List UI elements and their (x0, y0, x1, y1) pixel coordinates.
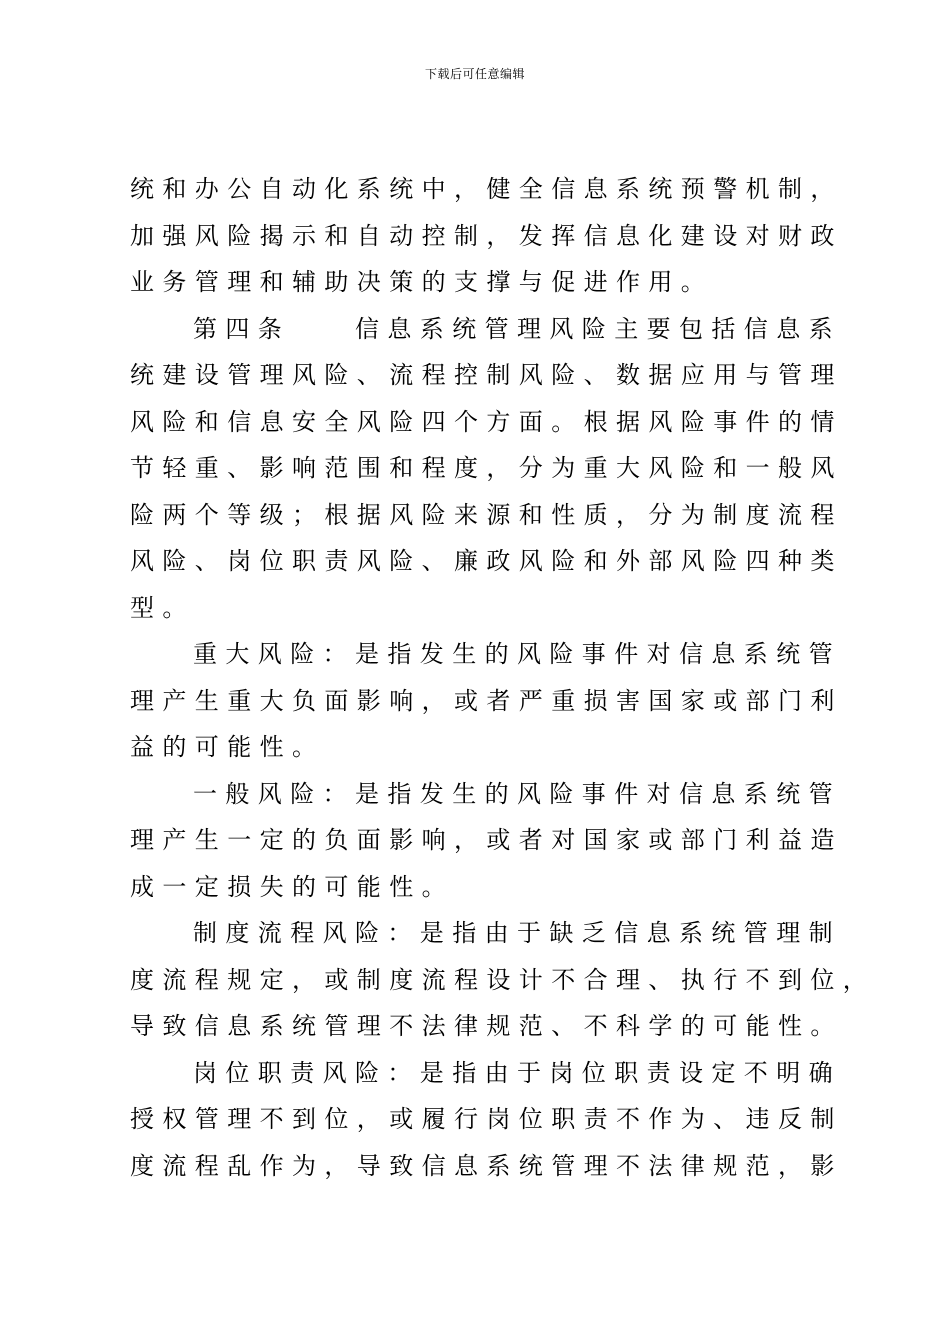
text-line: 业务管理和辅助决策的支撑与促进作用。 (130, 268, 714, 296)
text-line: 成一定损失的可能性。 (130, 872, 454, 901)
text-line: 节轻重、影响范围和程度，分为重大风险和一般风 (130, 454, 843, 482)
text-line: 度流程规定，或制度流程设计不合理、执行不到位， (130, 965, 876, 994)
text-line: 风险、岗位职责风险、廉政风险和外部风险四种类 (130, 547, 843, 575)
paragraph-first-line: 岗位职责风险：是指由于岗位职责设定不明确 (193, 1058, 841, 1087)
text-line: 益的可能性。 (130, 733, 325, 761)
text-line: 度流程乱作为，导致信息系统管理不法律规范，影 (130, 1151, 843, 1180)
text-line: 理产生重大负面影响，或者严重损害国家或部门利 (130, 686, 843, 715)
text-line: 险两个等级；根据风险来源和性质，分为制度流程 (130, 500, 843, 529)
text-line: 风险和信息安全风险四个方面。根据风险事件的情 (130, 407, 843, 436)
text-line: 导致信息系统管理不法律规范、不科学的可能性。 (130, 1012, 843, 1040)
paragraph-first-line: 重大风险：是指发生的风险事件对信息系统管 (193, 640, 841, 668)
page-header: 下载后可任意编辑 (424, 67, 525, 81)
text-line: 统和办公自动化系统中，健全信息系统预警机制， (130, 175, 843, 203)
text-line: 授权管理不到位，或履行岗位职责不作为、违反制 (130, 1105, 843, 1133)
text-line: 理产生一定的负面影响，或者对国家或部门利益造 (130, 826, 843, 854)
paragraph-first-line: 第四条 信息系统管理风险主要包括信息系 (193, 314, 841, 343)
document-body (130, 166, 876, 1189)
text-line: 加强风险揭示和自动控制，发挥信息化建设对财政 (130, 221, 843, 250)
paragraph-first-line: 制度流程风险：是指由于缺乏信息系统管理制 (193, 919, 841, 947)
text-line: 型。 (130, 593, 195, 622)
text-line: 统建设管理风险、流程控制风险、数据应用与管理 (130, 361, 843, 389)
paragraph-first-line: 一般风险：是指发生的风险事件对信息系统管 (193, 779, 841, 808)
